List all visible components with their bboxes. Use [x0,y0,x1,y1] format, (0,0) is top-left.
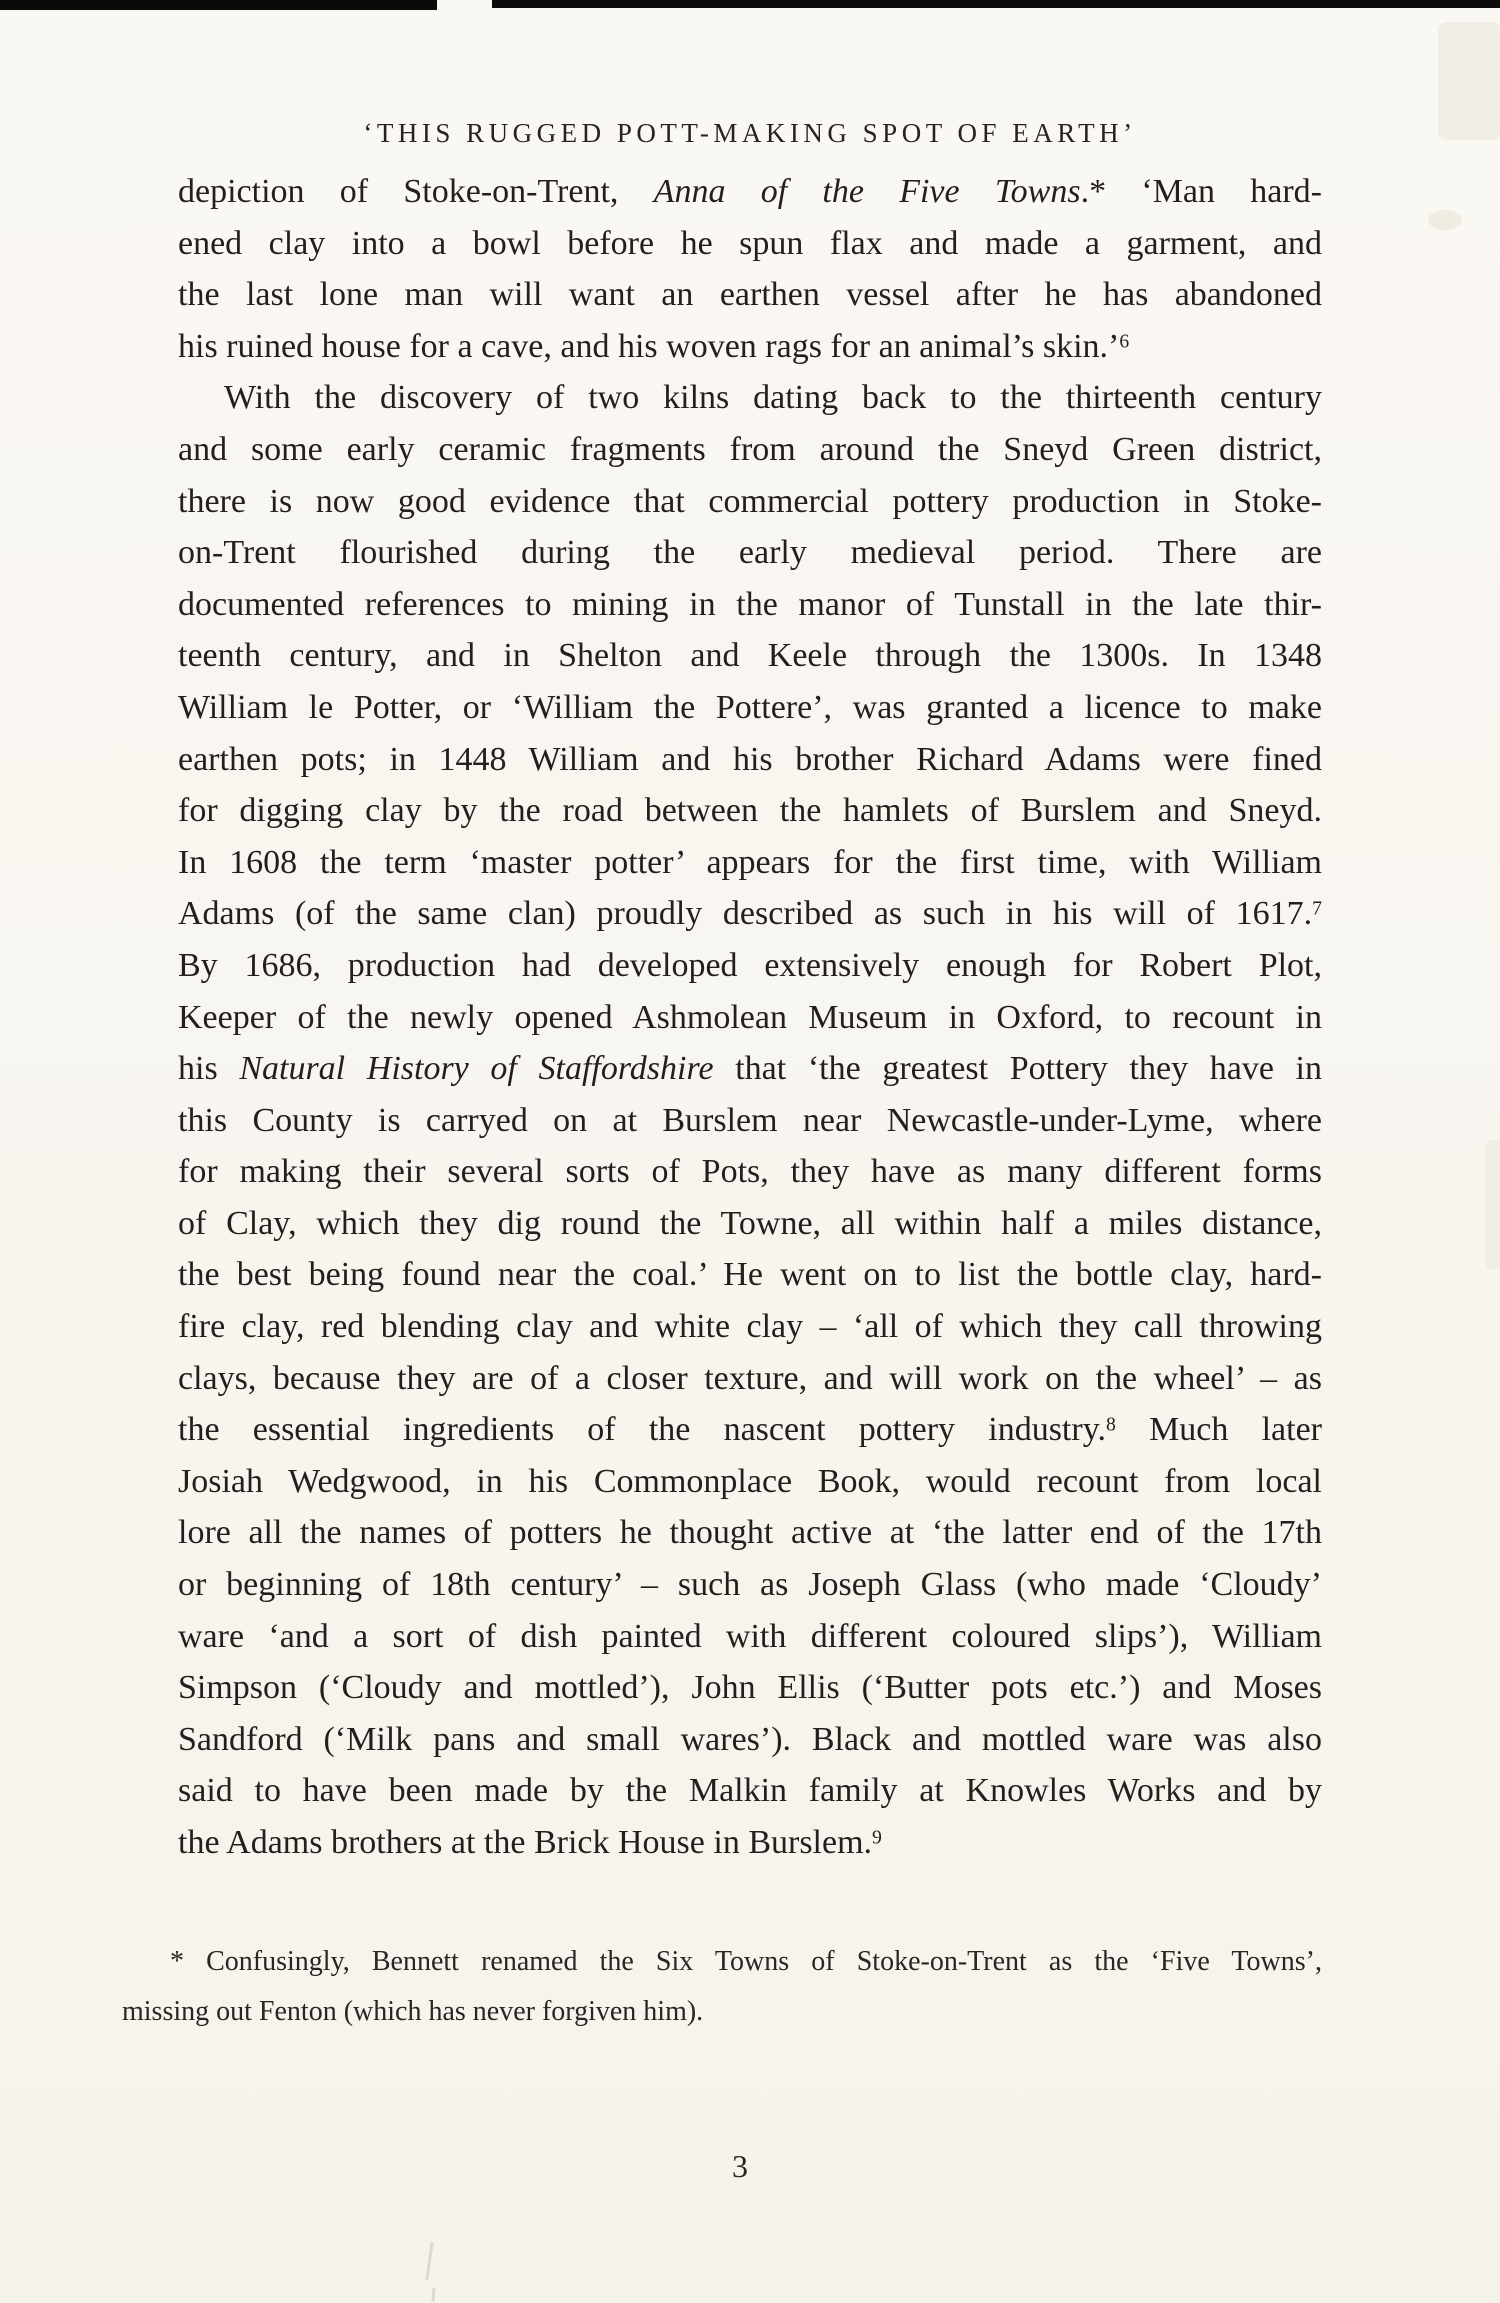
scan-edge-artifact [0,0,437,10]
running-header: ‘THIS RUGGED POTT-MAKING SPOT OF EARTH’ [363,118,1137,148]
scan-artifact [1438,22,1500,140]
text-line: his ruined house for a cave, and his woven rags for an animal’s skin.’$^6$ [178,327,1130,365]
text-line: lore all the names of potters he thought active at ‘the latter end of the 17th [178,1514,1322,1552]
text-line: * Confusingly, Bennett renamed the Six Towns of Stoke-on-Trent as the ‘Five Towns’, [170,1946,1322,1977]
footnote-reference: 7 [1312,897,1322,920]
text-line: there is now good evidence that commercial pottery production in Stoke- [178,482,1322,520]
text-line: of Clay, which they dig round the Towne, all within half a miles distance, [178,1204,1322,1242]
scan-artifact [432,2288,436,2302]
text-line: ware ‘and a sort of dish painted with different coloured slips’), William [178,1617,1322,1655]
text-line: on-Trent flourished during the early medieval period. There are [178,534,1322,572]
text-line: this County is carryed on at Burslem near Newcastle-under-Lyme, where [178,1101,1322,1139]
scan-edge-artifact [492,0,1500,8]
text-line: said to have been made by the Malkin family at Knowles Works and by [178,1772,1322,1810]
footnote [122,1937,1322,2037]
text-line: the best being found near the coal.’ He went on to list the bottle clay, hard- [178,1256,1322,1294]
text-line: the Adams brothers at the Brick House in Burslem.$^9$ [178,1824,882,1861]
text-line: for digging clay by the road between the hamlets of Burslem and Sneyd. [178,792,1322,830]
scan-artifact [425,2242,433,2280]
scan-artifact [1428,210,1462,230]
text-line: Keeper of the newly opened Ashmolean Museum in Oxford, to recount in [178,998,1322,1036]
scan-artifact [1486,1140,1500,1270]
text-line: fire clay, red blending clay and white clay – ‘all of which they call throwing [178,1308,1322,1346]
text-line: and some early ceramic fragments from around the Sneyd Green district, [178,430,1322,468]
text-line: for making their several sorts of Pots, they have as many different forms [178,1153,1322,1191]
text-line: earthen pots; in 1448 William and his brother Richard Adams were fined [178,740,1322,778]
footnote-reference: 9 [872,1826,882,1849]
footnote-reference: 6 [1119,330,1130,353]
text-line: teenth century, and in Shelton and Keele through the 1300s. In 1348 [178,637,1322,675]
text-line: Adams (of the same clan) proudly described as such in his will of 1617.$^7$ [178,895,1322,933]
text-line: or beginning of 18th century’ – such as Joseph Glass (who made ‘Cloudy’ [178,1566,1322,1604]
text-line: With the discovery of two kilns dating back to the thirteenth century [224,379,1322,417]
text-line: the essential ingredients of the nascent pottery industry.$^8$ Much later [178,1411,1322,1449]
text-line: the last lone man will want an earthen vessel after he has abandoned [178,276,1322,314]
footnote-reference: 8 [1106,1413,1116,1436]
text-line: depiction of Stoke-on-Trent, Anna of the Five Towns.* ‘Man hard- [178,173,1322,210]
body-text [178,166,1322,1869]
text-line: In 1608 the term ‘master potter’ appears for the first time, with William [178,843,1322,881]
text-line: documented references to mining in the manor of Tunstall in the late thir- [178,585,1322,623]
text-line: his Natural History of Staffordshire that ‘the greatest Pottery they have in [178,1050,1322,1088]
text-line: William le Potter, or ‘William the Pottere’, was granted a licence to make [178,688,1322,726]
text-line: Josiah Wedgwood, in his Commonplace Book, would recount from local [178,1462,1322,1500]
text-line: Simpson (‘Cloudy and mottled’), John Ellis (‘Butter pots etc.’) and Moses [178,1669,1322,1707]
page-number: 3 [732,2148,748,2184]
text-line: By 1686, production had developed extensively enough for Robert Plot, [178,946,1322,984]
text-line: Sandford (‘Milk pans and small wares’). Black and mottled ware was also [178,1720,1322,1758]
text-line: missing out Fenton (which has never forgiven him). [122,1996,704,2027]
text-line: ened clay into a bowl before he spun flax and made a garment, and [178,224,1322,262]
text-line: clays, because they are of a closer texture, and will work on the wheel’ – as [178,1359,1322,1397]
